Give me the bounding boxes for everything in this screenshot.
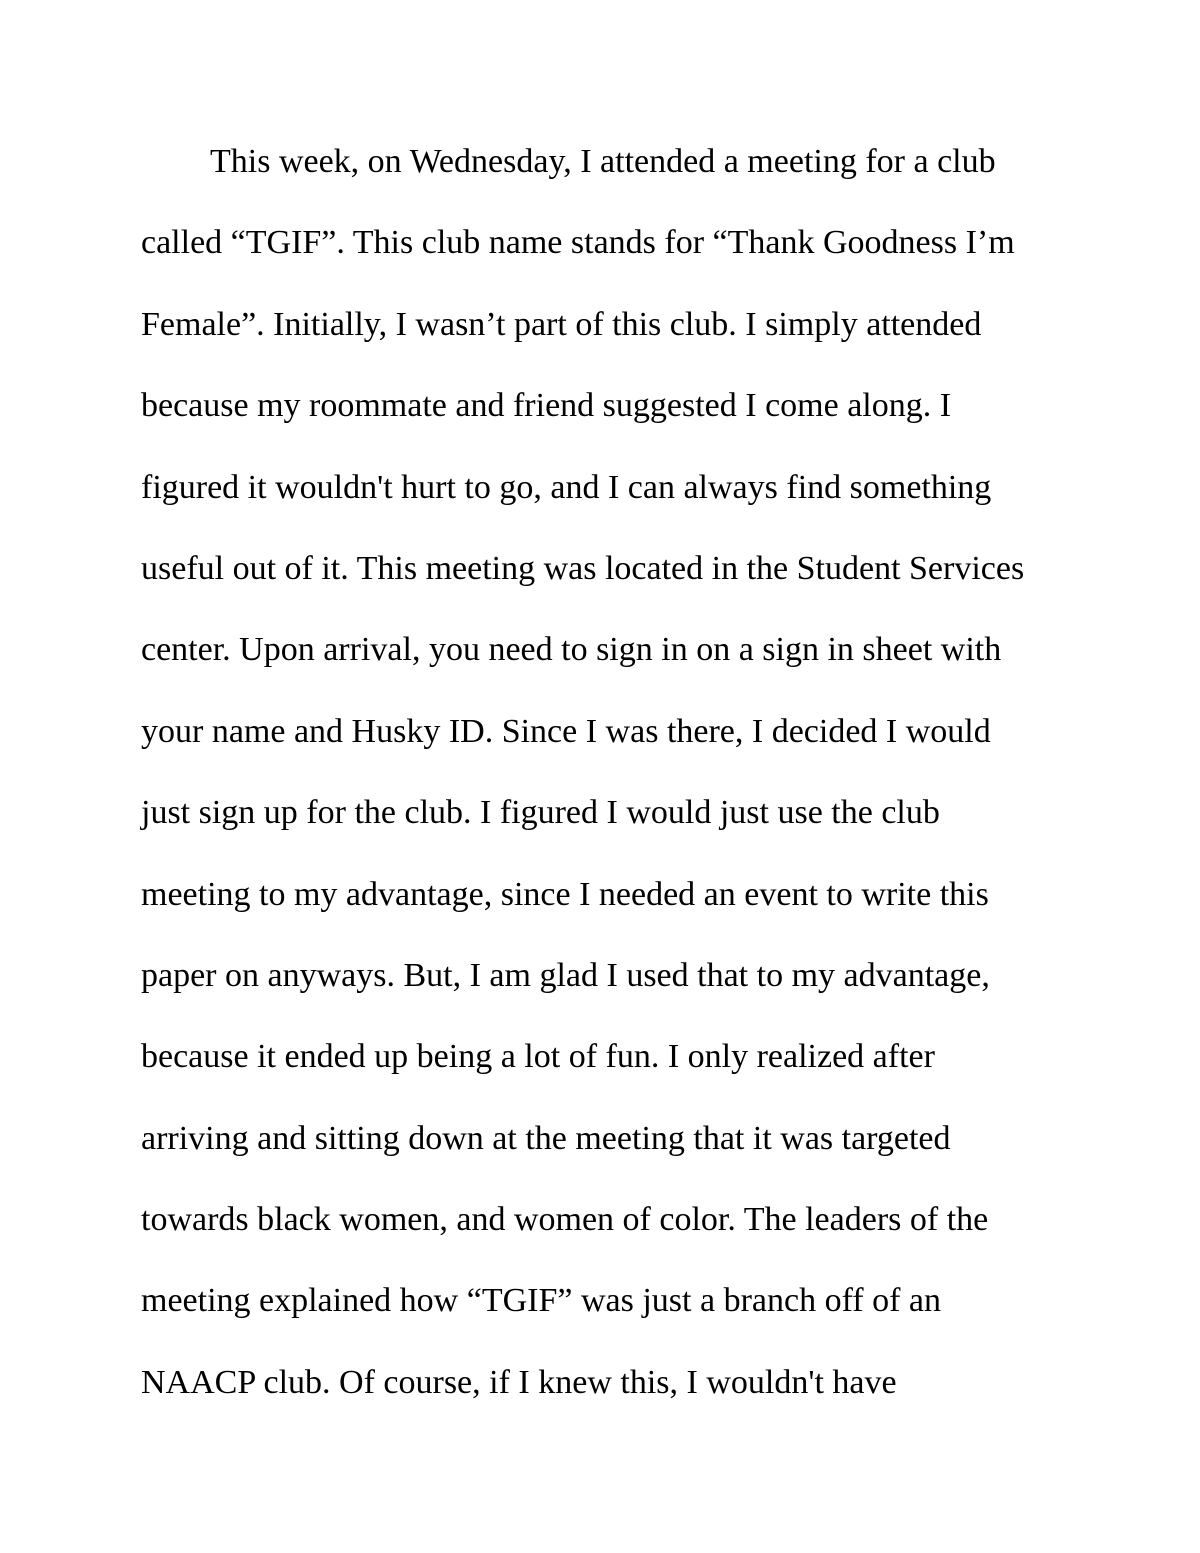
- paragraph-line: NAACP club. Of course, if I knew this, I wouldn't have: [141, 1363, 897, 1401]
- paragraph-line: paper on anyways. But, I am glad I used that to my advantage,: [141, 956, 990, 994]
- paragraph-line: meeting explained how “TGIF” was just a branch off of an: [141, 1282, 942, 1320]
- paragraph-line: This week, on Wednesday, I attended a meeting for a club: [210, 143, 996, 180]
- paragraph-line: because my roommate and friend suggested I come along. I: [141, 387, 952, 425]
- paragraph-line: called “TGIF”. This club name stands for “Thank Goodness I’m: [141, 224, 1015, 262]
- paragraph-line: arriving and sitting down at the meeting that it was targeted: [141, 1119, 951, 1157]
- body-paragraph: [141, 140, 1071, 1442]
- paragraph-line: towards black women, and women of color. The leaders of the: [141, 1201, 989, 1239]
- paragraph-line: figured it wouldn't hurt to go, and I can always find something: [141, 468, 992, 506]
- paragraph-line: just sign up for the club. I figured I would just use the club: [141, 794, 940, 832]
- paragraph-line: center. Upon arrival, you need to sign in on a sign in sheet with: [141, 631, 1002, 669]
- paragraph-line: meeting to my advantage, since I needed an event to write this: [141, 875, 989, 913]
- paragraph-line: your name and Husky ID. Since I was there, I decided I would: [141, 712, 991, 750]
- paragraph-line: useful out of it. This meeting was located in the Student Services: [141, 549, 1025, 587]
- paragraph-line: Female”. Initially, I wasn’t part of this club. I simply attended: [141, 305, 982, 343]
- paragraph-line: because it ended up being a lot of fun. I only realized after: [141, 1038, 935, 1076]
